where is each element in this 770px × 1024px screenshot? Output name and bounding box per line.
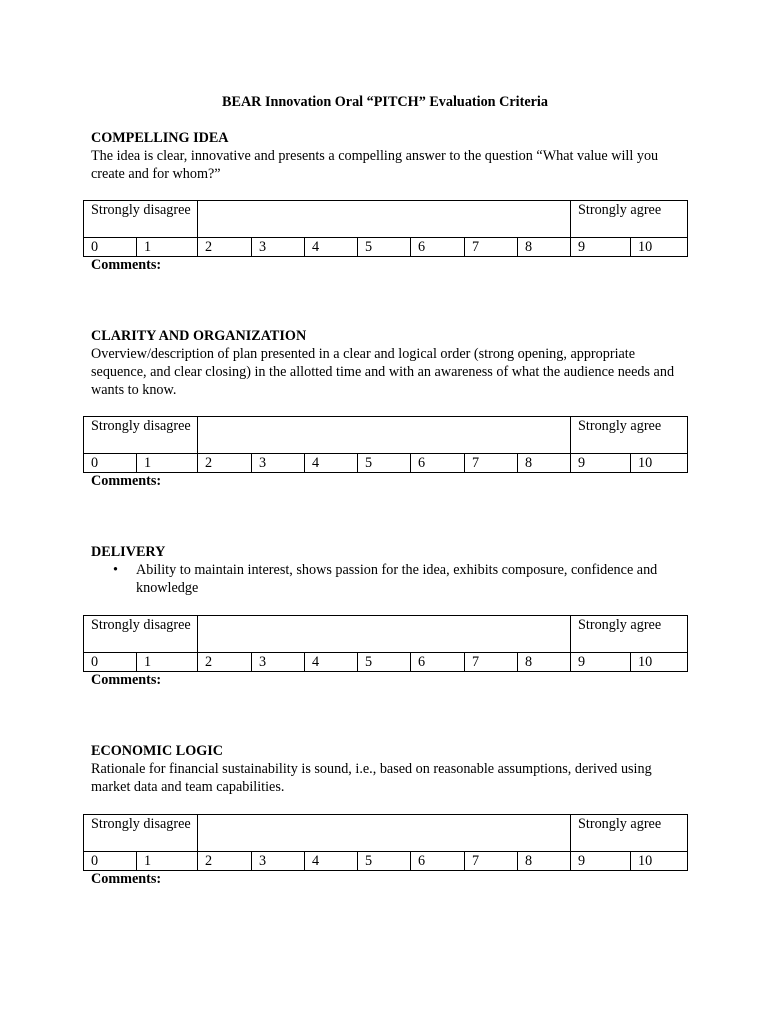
score-option-10[interactable]: 10 (631, 238, 688, 257)
section-clarity-organization (91, 327, 691, 399)
score-option-7[interactable]: 7 (465, 238, 518, 257)
score-option-7[interactable]: 7 (465, 653, 518, 672)
strongly-agree-label: Strongly agree (571, 201, 688, 238)
score-option-2[interactable]: 2 (198, 852, 252, 871)
score-option-7[interactable]: 7 (465, 852, 518, 871)
score-option-0[interactable]: 0 (84, 238, 137, 257)
score-option-3[interactable]: 3 (252, 454, 305, 473)
strongly-disagree-label: Strongly disagree (84, 417, 198, 454)
section-heading: CLARITY AND ORGANIZATION (91, 328, 307, 344)
document-title: BEAR Innovation Oral “PITCH” Evaluation Criteria (222, 94, 548, 110)
section-description: Overview/description of plan presented in a clear and logical order (strong opening, appropriate sequence, and clear closing) in the allotted time and with an awareness of what the audience needs and wants to know. (91, 346, 675, 398)
score-option-0[interactable]: 0 (84, 653, 137, 672)
score-option-1[interactable]: 1 (137, 653, 198, 672)
score-option-5[interactable]: 5 (358, 454, 411, 473)
score-option-7[interactable]: 7 (465, 454, 518, 473)
section-compelling-idea (91, 129, 691, 183)
score-option-0[interactable]: 0 (84, 852, 137, 871)
strongly-agree-label: Strongly agree (571, 417, 688, 454)
rating-scale-clarity-organization (83, 416, 688, 473)
score-option-1[interactable]: 1 (137, 454, 198, 473)
score-option-9[interactable]: 9 (571, 653, 631, 672)
score-option-6[interactable]: 6 (411, 852, 465, 871)
score-option-9[interactable]: 9 (571, 852, 631, 871)
score-option-4[interactable]: 4 (305, 653, 358, 672)
score-option-3[interactable]: 3 (252, 852, 305, 871)
score-option-6[interactable]: 6 (411, 454, 465, 473)
rating-scale-economic-logic (83, 814, 688, 871)
rating-scale-compelling-idea (83, 200, 688, 257)
score-option-6[interactable]: 6 (411, 238, 465, 257)
score-option-4[interactable]: 4 (305, 238, 358, 257)
strongly-disagree-label: Strongly disagree (84, 616, 198, 653)
score-option-8[interactable]: 8 (518, 653, 571, 672)
comments-label: Comments: (91, 257, 162, 273)
score-option-5[interactable]: 5 (358, 238, 411, 257)
strongly-agree-label: Strongly agree (571, 616, 688, 653)
strongly-disagree-label: Strongly disagree (84, 815, 198, 852)
score-option-4[interactable]: 4 (305, 852, 358, 871)
score-option-10[interactable]: 10 (631, 653, 688, 672)
scale-spacer (198, 201, 571, 238)
score-option-8[interactable]: 8 (518, 852, 571, 871)
score-option-0[interactable]: 0 (84, 454, 137, 473)
comments-label: Comments: (91, 473, 162, 489)
scale-spacer (198, 616, 571, 653)
score-option-6[interactable]: 6 (411, 653, 465, 672)
strongly-agree-label: Strongly agree (571, 815, 688, 852)
score-option-5[interactable]: 5 (358, 852, 411, 871)
section-heading: DELIVERY (91, 544, 166, 560)
bullet-item (91, 561, 691, 597)
score-option-4[interactable]: 4 (305, 454, 358, 473)
score-option-2[interactable]: 2 (198, 653, 252, 672)
section-economic-logic (91, 742, 691, 796)
score-option-8[interactable]: 8 (518, 454, 571, 473)
score-option-3[interactable]: 3 (252, 238, 305, 257)
rating-scale-delivery (83, 615, 688, 672)
section-description: Ability to maintain interest, shows passion for the idea, exhibits composure, confidence and knowledge (136, 562, 658, 596)
score-option-2[interactable]: 2 (198, 454, 252, 473)
score-option-5[interactable]: 5 (358, 653, 411, 672)
section-delivery (91, 543, 691, 597)
section-heading: ECONOMIC LOGIC (91, 743, 224, 759)
score-option-3[interactable]: 3 (252, 653, 305, 672)
score-option-2[interactable]: 2 (198, 238, 252, 257)
score-option-1[interactable]: 1 (137, 238, 198, 257)
comments-label: Comments: (91, 871, 162, 887)
strongly-disagree-label: Strongly disagree (84, 201, 198, 238)
section-description: Rationale for financial sustainability is sound, i.e., based on reasonable assumptions, derived using market data and team capabilities. (91, 761, 652, 795)
comments-label: Comments: (91, 672, 162, 688)
bullet-icon: • (113, 562, 118, 578)
score-option-10[interactable]: 10 (631, 852, 688, 871)
section-heading: COMPELLING IDEA (91, 130, 229, 146)
score-option-1[interactable]: 1 (137, 852, 198, 871)
scale-spacer (198, 815, 571, 852)
score-option-9[interactable]: 9 (571, 238, 631, 257)
score-option-10[interactable]: 10 (631, 454, 688, 473)
score-option-8[interactable]: 8 (518, 238, 571, 257)
score-option-9[interactable]: 9 (571, 454, 631, 473)
scale-spacer (198, 417, 571, 454)
section-description: The idea is clear, innovative and presents a compelling answer to the question “What value will you create and for whom?” (91, 148, 659, 182)
